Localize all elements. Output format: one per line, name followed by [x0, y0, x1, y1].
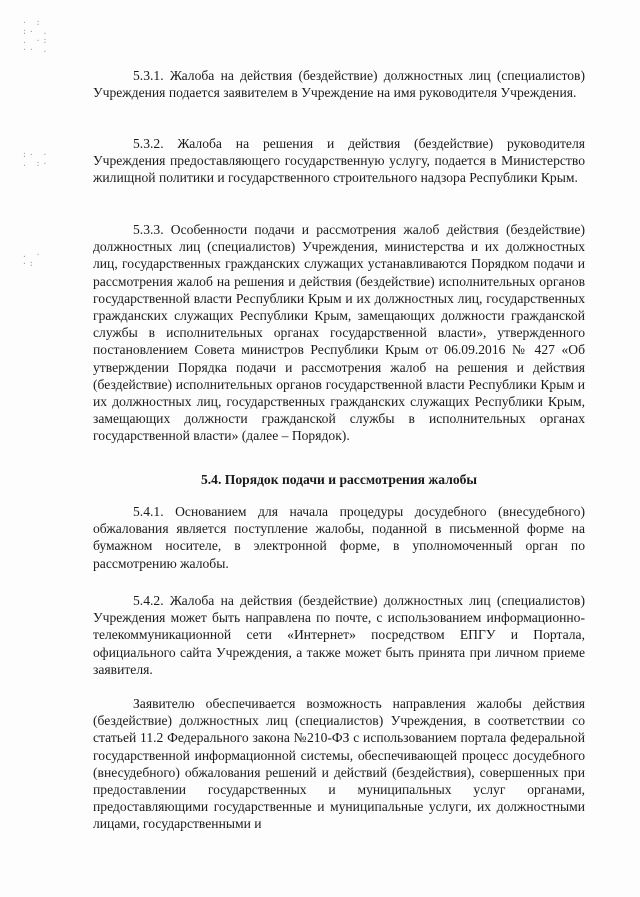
paragraph-appeal-portal: Заявителю обеспечивается возможность направления жалобы действия (бездействие) должностных лиц (специалистов) Учреждения, в соответствии со статьей 11.2 Федерального закона №210-ФЗ с использованием портала федеральной государственной информационной системы, обеспечивающей процесс досудебного (внесудебного) обжалования решений и действий (бездействия), совершенных при предоставлении государственных и муниципальных услуг органами, предоставляющими государственные и муниципальные услуги, их должностными лицами, государственными и [93, 696, 585, 832]
paragraph-5-3-2: 5.3.2. Жалоба на решения и действия (бездействие) руководителя Учреждения предоставляющего государственную услугу, подается в Министерство жилищной политики и государственного строительного надзора Республики Крым. [93, 136, 585, 186]
paragraph-5-4-1: 5.4.1. Основанием для начала процедуры досудебного (внесудебного) обжалования является поступление жалобы, поданной в письменной форме на бумажном носителе, в электронной форме, в уполномоченный орган по рассмотрению жалобы. [93, 504, 585, 571]
scan-artifact: · : :· . . ·: ·· . [22, 18, 50, 54]
paragraph-5-3-1: 5.3.1. Жалоба на действия (бездействие) должностных лиц (специалистов) Учреждения подается заявителем в Учреждение на имя руководителя Учреждения. [93, 68, 585, 101]
paragraph-5-3-3: 5.3.3. Особенности подачи и рассмотрения жалоб действия (бездействие) должностных лиц (специалистов) Учреждения, министерства и их должностных лиц, государственных гражданских служащих устанавливаются Порядком подачи и рассмотрения жалоб на решения и действия (бездействие) исполнительных органов государственной власти Республики Крым и их должностных лиц, государственных гражданских служащих Республики Крым, замещающих должности гражданской службы в исполнительных органах государственной власти», утвержденного постановлением Совета министров Республики Крым от 06.09.2016 № 427 «Об утверждении Порядка подачи и рассмотрения жалоб на решения и действия (бездействие) исполнительных органов государственной власти Республики Крым и их должностных лиц, государственных гражданских служащих Республики Крым, замещающих должности гражданской службы в исполнительных органах государственной власти» (далее – Порядок). [93, 222, 585, 444]
scan-artifact: . · ·: [22, 250, 43, 268]
scan-artifact: :· · . :· [22, 150, 50, 168]
paragraph-5-4-2: 5.4.2. Жалоба на действия (бездействие) должностных лиц (специалистов) Учреждения может быть направлена по почте, с использованием информационно-телекоммуникационной сети «Интернет» посредством ЕПГУ и Портала, официального сайта Учреждения, а также может быть принята при личном приеме заявителя. [93, 593, 585, 677]
section-heading-5-4: 5.4. Порядок подачи и рассмотрения жалобы [200, 472, 478, 487]
